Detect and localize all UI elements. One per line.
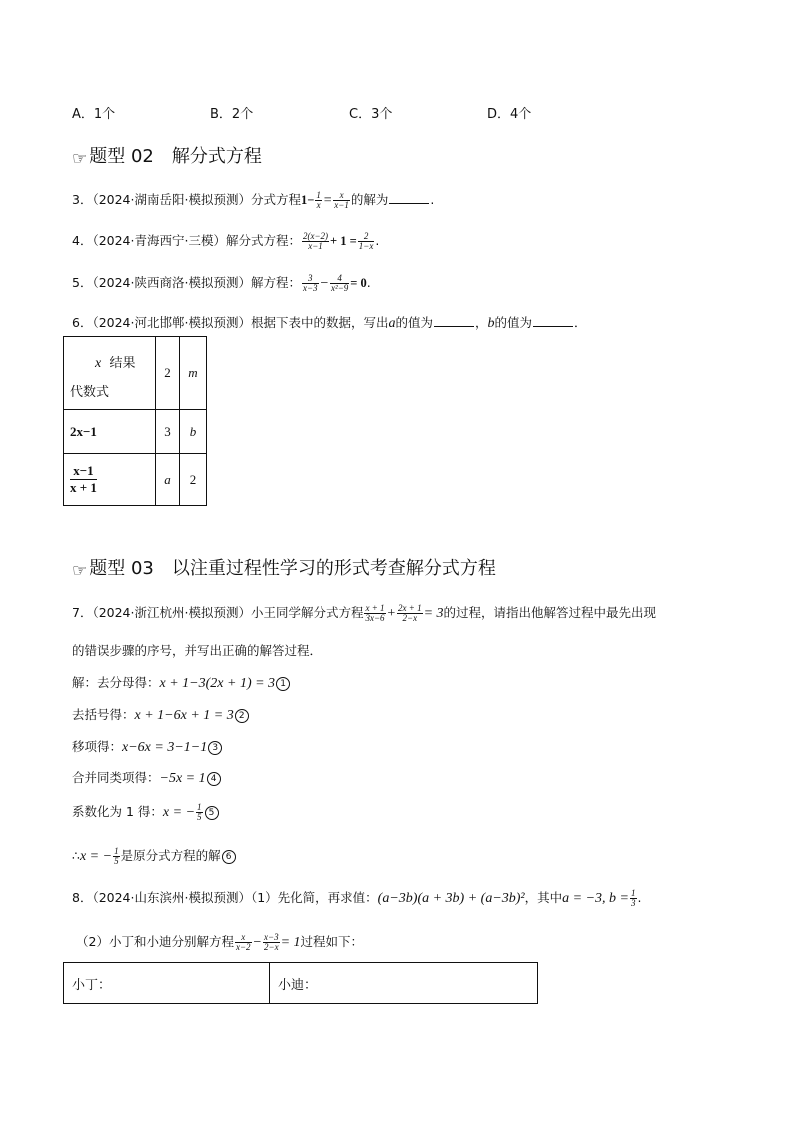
numerator: 1 [316,190,321,200]
separator: ， [474,315,488,330]
row2-expression [64,454,156,506]
header-x-label: x 结果 [95,356,136,371]
question-text: 的过程，请指出他解答过程中最先出现 [443,605,657,620]
question-text: 3．（2024·湖南岳阳·模拟预测）分式方程 [72,192,301,207]
expression: (a−3b)(a + 3b) + (a−3b)² [377,891,525,906]
numerator: 3 [302,274,319,284]
step-label: 合并同类项得： [72,770,160,785]
step-label: 去括号得： [72,707,135,722]
step-number-circle: 1 [276,677,290,691]
step-label: 系数化为 1 得： [72,804,163,819]
cell-xiaoding: 小丁： [64,963,270,1004]
minus-sign: − [319,276,329,291]
equals-sign: = [322,193,333,208]
pointing-hand-icon: ☞ [72,561,88,581]
answer-blank-a [434,314,474,327]
row1-value-2: 3 [156,410,180,454]
step-1 [72,673,290,692]
question-text: 8．（2024·山东滨州·模拟预测）（1）先化简，再求值： [72,890,378,905]
therefore-symbol: ∴ [72,848,80,863]
numerator: 2x + 1 [398,603,422,613]
math-term: = 0 [350,276,367,290]
row1-value-m: b [180,410,207,454]
question-8-part2 [76,932,363,952]
numerator: x [333,191,350,201]
fraction [235,933,252,952]
question-text: 4．（2024·青海西宁·三模）解分式方程： [72,233,301,248]
question-7-line1 [72,603,656,623]
step-equation: x = − [79,849,113,864]
minus-sign: − [252,935,262,950]
denominator: 5 [114,856,119,866]
fraction [302,232,329,251]
question-text: 6．（2024·河北邯郸·模拟预测）根据下表中的数据，写出 [72,315,389,330]
cell-xiaodi: 小迪： [270,963,538,1004]
step-number-circle: 2 [235,709,249,723]
step-equation: −5x = 1 [159,771,206,786]
row2-value-2: a [156,454,180,506]
numerator: 2 [358,232,375,242]
option-a: A．1个 [72,107,116,122]
question-text: ，其中 [524,890,563,905]
header-col-m: m [180,337,207,410]
answer-blank-b [533,314,573,327]
denominator: x [316,200,321,210]
header-col-2: 2 [156,337,180,410]
step-label: 移项得： [72,739,123,754]
fraction [630,889,637,908]
question-text: 过程如下： [300,934,364,949]
condition: a = −3, b = [562,891,629,906]
question-text: 的解为 [350,192,389,207]
option-d: D．4个 [487,107,532,122]
denominator: x + 1 [70,480,97,495]
fraction [364,604,385,623]
fraction [333,191,350,210]
question-8-part1 [72,888,641,908]
row2-value-m: 2 [180,454,207,506]
denominator: x²−9 [331,283,349,293]
fraction [70,463,97,496]
numerator: 1 [197,802,202,812]
row1-expression: 2x−1 [64,410,156,454]
step-number-circle: 4 [207,772,221,786]
fraction [263,933,280,952]
numerator: 2(x−2) [302,231,329,241]
step-label: 解：去分母得： [72,675,160,690]
step-equation: x−6x = 3−1−1 [122,740,208,755]
step-equation: x + 1−6x + 1 = 3 [134,708,234,723]
numerator: 4 [330,274,349,284]
denominator: 2−x [264,942,279,952]
section-heading-02 [72,142,262,169]
data-table [63,336,207,506]
option-c: C．3个 [349,107,393,122]
pointing-hand-icon: ☞ [72,149,88,169]
variable-b: b [487,316,495,331]
fraction [315,191,322,210]
denominator: x−2 [235,942,251,952]
question-text: 5．（2024·陕西商洛·模拟预测）解方程： [72,275,301,290]
numerator: x−1 [70,463,97,480]
step-2 [72,705,249,724]
section-title: 题型 03 以注重过程性学习的形式考查解分式方程 [89,558,496,579]
step-3 [72,737,222,756]
denominator: 2−x [402,613,418,623]
question-7-line2: 的错误步骤的序号，并写出正确的解答过程． [72,643,323,658]
numerator: 1 [631,888,636,898]
denominator: x−3 [302,283,318,293]
numerator: 1 [114,846,119,856]
table-header-diagonal-cell [64,337,156,410]
question-text: 的值为 [395,315,433,330]
fraction [358,232,375,251]
numerator: x + 1 [365,603,385,613]
question-5 [72,273,371,293]
option-b: B．2个 [210,107,254,122]
punctuation: . [637,890,642,905]
fraction [196,803,203,822]
step-equation: x + 1−3(2x + 1) = 3 [159,676,276,691]
numerator: x [235,933,252,943]
question-text: 的值为 [494,315,533,330]
denominator: 5 [197,812,202,822]
denominator: 3x−6 [365,613,385,623]
step-4 [72,768,221,787]
step-equation: x = − [162,805,196,820]
solution-table [63,962,538,1004]
step-label: 是原分式方程的解 [120,848,221,863]
question-text: 7．（2024·浙江杭州·模拟预测）小王同学解分式方程 [72,605,364,620]
punctuation: ． [574,315,587,330]
section-title: 题型 02 解分式方程 [89,146,262,167]
math-term: 1− [300,193,315,207]
punctuation: . [430,192,435,207]
variable-a: a [388,316,396,331]
math-term: + 1 = [330,234,357,248]
question-text: （2）小丁和小迪分别解方程 [76,934,234,949]
step-6 [72,846,236,866]
punctuation: . [366,275,371,290]
step-number-circle: 6 [222,850,236,864]
punctuation: . [375,233,380,248]
step-5 [72,802,219,822]
step-number-circle: 3 [208,741,222,755]
equals-value: = 3 [423,606,444,621]
plus-sign: + [386,606,396,621]
fraction [330,274,349,293]
section-heading-03 [72,554,496,581]
denominator: x−1 [334,200,349,210]
step-number-circle: 5 [205,806,219,820]
equals-value: = 1 [280,935,301,950]
numerator: x−3 [264,932,279,942]
denominator: 3 [631,898,636,908]
denominator: x−1 [308,241,323,251]
question-4 [72,231,379,251]
question-3 [72,190,434,210]
answer-blank [389,191,429,204]
fraction [397,604,423,623]
header-expr-label: 代数式 [70,385,110,400]
denominator: 1−x [358,241,374,251]
fraction [302,274,319,293]
question-6 [72,313,587,332]
fraction [113,847,120,866]
